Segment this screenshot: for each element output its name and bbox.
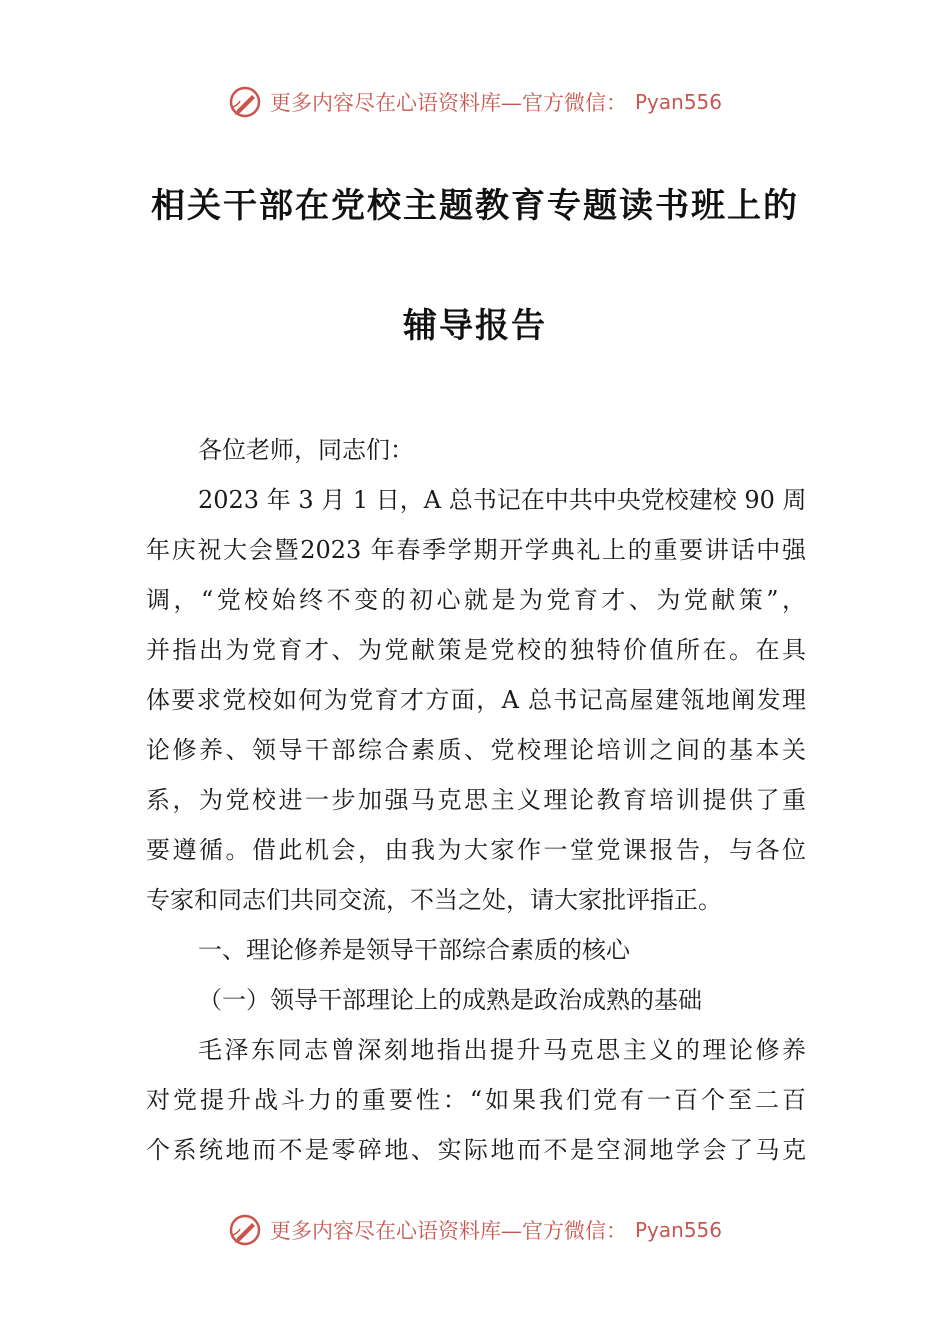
paragraph-line: 调，“党校始终不变的初心就是为党育才、为党献策”， xyxy=(146,586,806,614)
document-title-line-2: 辅导报告 xyxy=(403,306,547,346)
watermark-wechat-id: Pyan556 xyxy=(634,1218,722,1242)
subsection-heading: （一）领导干部理论上的成熟是政治成熟的基础 xyxy=(198,986,702,1014)
paragraph-line: 系，为党校进一步加强马克思主义理论教育培训提供了重 xyxy=(146,786,806,814)
paragraph-line: 毛泽东同志曾深刻地指出提升马克思主义的理论修养 xyxy=(198,1036,806,1064)
salutation: 各位老师，同志们： xyxy=(198,436,414,464)
pen-logo-icon xyxy=(228,1213,262,1247)
paragraph-line: 论修养、领导干部综合素质、党校理论培训之间的基本关 xyxy=(146,736,806,764)
watermark-footer xyxy=(0,1210,950,1250)
paragraph-line: 并指出为党育才、为党献策是党校的独特价值所在。在具 xyxy=(146,636,806,664)
paragraph-line: 专家和同志们共同交流，不当之处，请大家批评指正。 xyxy=(146,886,722,914)
paragraph-line: 体要求党校如何为党育才方面，A 总书记高屋建瓴地阐发理 xyxy=(146,686,806,714)
watermark-text: 更多内容尽在心语资料库—官方微信： xyxy=(269,91,627,115)
pen-logo-icon xyxy=(228,85,262,119)
document-title-line-1: 相关干部在党校主题教育专题读书班上的 xyxy=(151,186,799,226)
section-heading: 一、理论修养是领导干部综合素质的核心 xyxy=(198,936,630,964)
paragraph-line: 年庆祝大会暨2023 年春季学期开学典礼上的重要讲话中强 xyxy=(146,536,806,564)
watermark-wechat-id: Pyan556 xyxy=(634,90,722,114)
paragraph-line: 对党提升战斗力的重要性：“如果我们党有一百个至二百 xyxy=(146,1086,806,1114)
paragraph-line: 2023 年 3 月 1 日，A 总书记在中共中央党校建校 90 周 xyxy=(198,486,807,514)
watermark-text: 更多内容尽在心语资料库—官方微信： xyxy=(269,1219,627,1243)
paragraph-line: 个系统地而不是零碎地、实际地而不是空洞地学会了马克 xyxy=(146,1136,806,1164)
watermark-header xyxy=(0,82,950,122)
paragraph-line: 要遵循。借此机会，由我为大家作一堂党课报告，与各位 xyxy=(146,836,806,864)
